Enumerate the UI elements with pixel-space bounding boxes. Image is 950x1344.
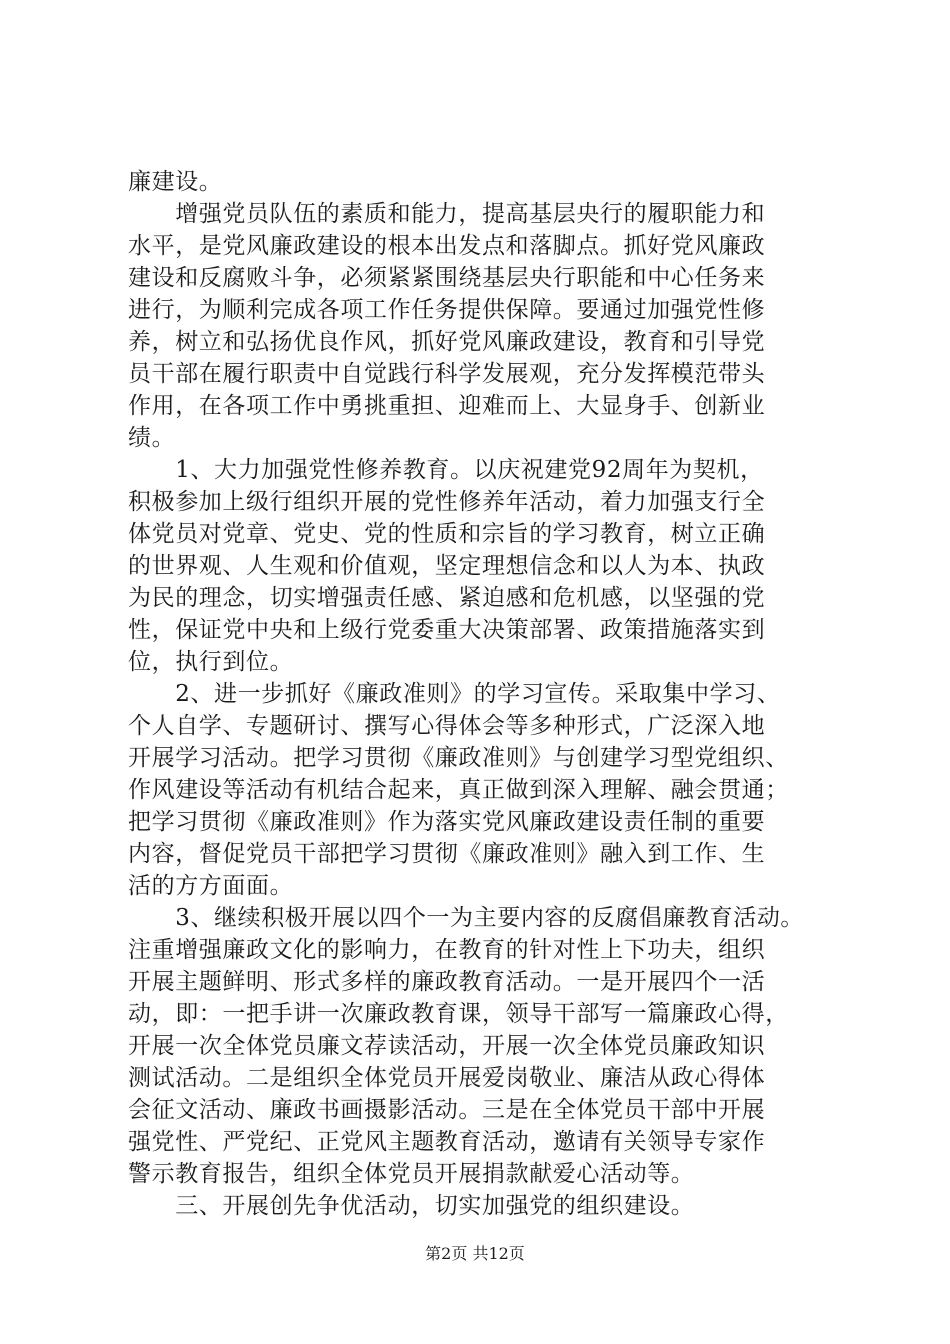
text-line: 进行，为顺利完成各项工作任务提供保障。要通过加强党性修 xyxy=(128,297,766,323)
text-line: 内容，督促党员干部把学习贯彻《廉政准则》融入到工作、生 xyxy=(128,841,766,867)
text-line: 2、进一步抓好《廉政准则》的学习宣传。采取集中学习、 xyxy=(128,681,781,707)
text-line: 强党性、严党纪、正党风主题教育活动，邀请有关领导专家作 xyxy=(128,1129,766,1155)
text-line: 注重增强廉政文化的影响力，在教育的针对性上下功夫，组织 xyxy=(128,937,766,963)
text-line: 性，保证党中央和上级行党委重大决策部署、政策措施落实到 xyxy=(128,617,766,643)
text-line: 员干部在履行职责中自觉践行科学发展观，充分发挥模范带头 xyxy=(128,361,766,387)
text-line: 动，即：一把手讲一次廉政教育课，领导干部写一篇廉政心得， xyxy=(128,1001,789,1027)
text-line: 建设和反腐败斗争，必须紧紧围绕基层央行职能和中心任务来 xyxy=(128,265,766,291)
text-line: 开展主题鲜明、形式多样的廉政教育活动。一是开展四个一活 xyxy=(128,969,766,995)
text-line: 会征文活动、廉政书画摄影活动。三是在全体党员干部中开展 xyxy=(128,1097,766,1123)
text-line: 开展学习活动。把学习贯彻《廉政准则》与创建学习型党组织、 xyxy=(128,745,789,771)
text-line: 测试活动。二是组织全体党员开展爱岗敬业、廉洁从政心得体 xyxy=(128,1065,766,1091)
text-line: 水平，是党风廉政建设的根本出发点和落脚点。抓好党风廉政 xyxy=(128,233,766,259)
text-line: 的世界观、人生观和价值观，坚定理想信念和以人为本、执政 xyxy=(128,553,766,579)
text-line: 三、开展创先争优活动，切实加强党的组织建设。 xyxy=(128,1193,695,1219)
text-line: 位，执行到位。 xyxy=(128,649,294,675)
text-line: 活的方方面面。 xyxy=(128,873,294,899)
text-line: 作风建设等活动有机结合起来，真正做到深入理解、融会贯通； xyxy=(128,777,789,803)
page-number-footer: 第2页 共12页 xyxy=(425,1244,525,1263)
text-line: 绩。 xyxy=(128,425,176,451)
text-line: 体党员对党章、党史、党的性质和宗旨的学习教育，树立正确 xyxy=(128,521,766,547)
text-line: 3、继续积极开展以四个一为主要内容的反腐倡廉教育活动。 xyxy=(128,905,805,931)
text-line: 开展一次全体党员廉文荐读活动，开展一次全体党员廉政知识 xyxy=(128,1033,766,1059)
text-line: 把学习贯彻《廉政准则》作为落实党风廉政建设责任制的重要 xyxy=(128,809,766,835)
text-line: 廉建设。 xyxy=(128,169,223,195)
text-line: 增强党员队伍的素质和能力，提高基层央行的履职能力和 xyxy=(128,201,766,227)
document-body xyxy=(128,166,840,1222)
text-line: 个人自学、专题研讨、撰写心得体会等多种形式，广泛深入地 xyxy=(128,713,766,739)
text-line: 警示教育报告，组织全体党员开展捐款献爱心活动等。 xyxy=(128,1161,695,1187)
text-line: 为民的理念，切实增强责任感、紧迫感和危机感，以坚强的党 xyxy=(128,585,766,611)
text-line: 积极参加上级行组织开展的党性修养年活动，着力加强支行全 xyxy=(128,489,766,515)
text-line: 1、大力加强党性修养教育。以庆祝建党92周年为契机， xyxy=(128,457,764,483)
text-line: 养，树立和弘扬优良作风，抓好党风廉政建设，教育和引导党 xyxy=(128,329,766,355)
text-line: 作用，在各项工作中勇挑重担、迎难而上、大显身手、创新业 xyxy=(128,393,766,419)
